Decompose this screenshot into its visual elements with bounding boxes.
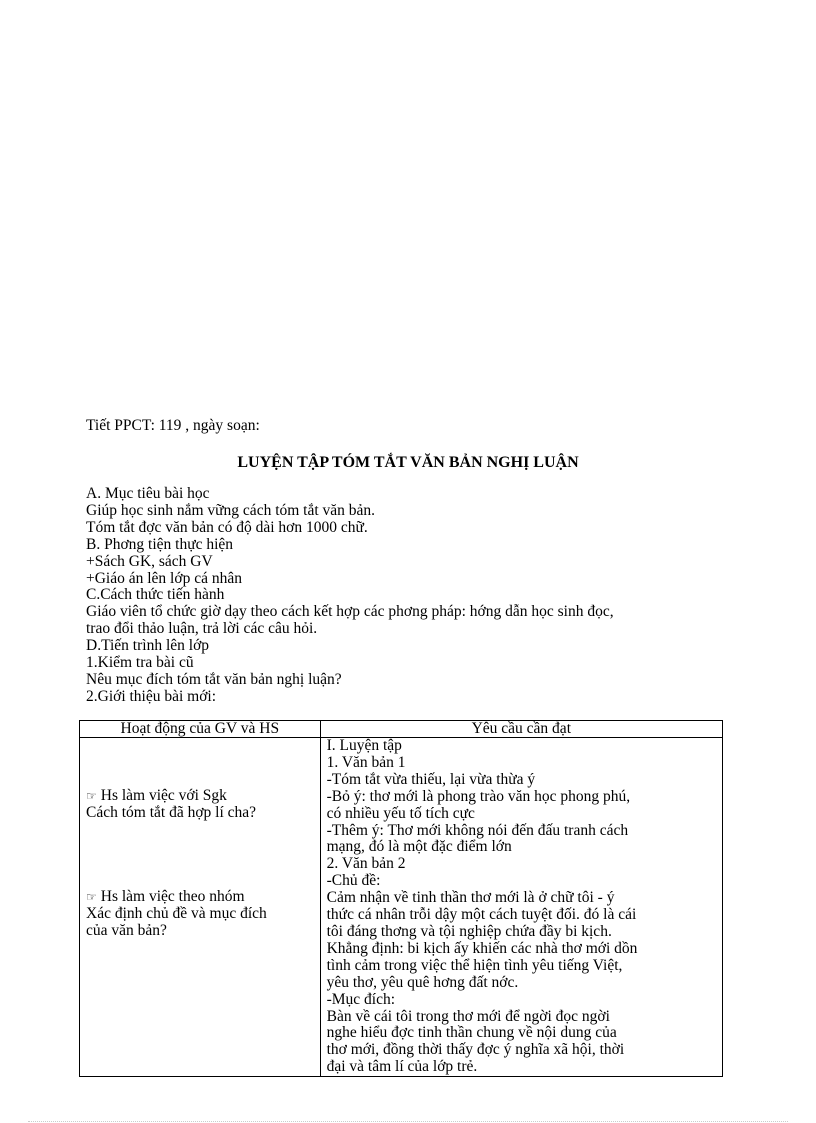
header-activities: Hoạt động của GV và HS — [80, 721, 321, 738]
lesson-intro — [86, 486, 766, 706]
page-footer-divider — [28, 1121, 788, 1122]
intro-line: trao đổi thảo luận, trả lời các câu hỏi. — [86, 620, 318, 638]
table-row — [80, 738, 723, 1077]
requirement-line: yêu thơ, yêu quê hơng đất nớc. — [326, 973, 519, 991]
requirement-line: đại và tâm lí của lớp trẻ. — [326, 1058, 478, 1076]
table-header-row — [80, 721, 723, 738]
hand-pointing-icon: ☞ — [86, 889, 97, 904]
intro-line: B. Phơng tiện thực hiện — [86, 535, 234, 553]
requirement-line: có nhiều yếu tố tích cực — [326, 804, 475, 822]
requirement-line: Khẳng định: bi kịch ấy khiến các nhà thơ mới dồn — [326, 939, 638, 957]
task-2-line-3: của văn bản? — [86, 921, 167, 939]
intro-line: D.Tiến trình lên lớp — [86, 637, 210, 655]
requirement-line: thức cá nhân trỗi dậy một cách tuyệt đối. đó là cái — [326, 906, 637, 924]
task-2-line-2: Xác định chủ đề và mục đích — [86, 904, 267, 922]
intro-line: Giáo viên tổ chức giờ dạy theo cách kết hợp các phơng pháp: hớng dẫn học sinh đọc, — [86, 603, 614, 621]
task-1-line-1: ☞ Hs làm việc với Sgk — [86, 787, 227, 804]
requirement-line: mạng, đó là một đặc điểm lớn — [326, 838, 512, 856]
header-requirements: Yêu cầu cần đạt — [320, 721, 722, 738]
lesson-header: Tiết PPCT: 119 , ngày soạn: — [86, 417, 260, 434]
requirement-line: Bàn về cái tôi trong thơ mới để ngời đọc ngời — [326, 1007, 610, 1025]
requirement-line: tình cảm trong việc thể hiện tình yêu tiếng Việt, — [326, 956, 623, 974]
intro-line: A. Mục tiêu bài học — [86, 485, 210, 502]
requirement-line: -Chủ đề: — [326, 872, 381, 890]
requirement-line: -Mục đích: — [326, 990, 396, 1008]
requirement-line: nghe hiểu đợc tinh thần chung về nội dung của — [326, 1024, 617, 1042]
requirement-line: -Tóm tắt vừa thiếu, lại vừa thừa ý — [326, 770, 536, 788]
requirement-line: thơ mới, đồng thời thấy đợc ý nghĩa xã hội, thời — [326, 1041, 625, 1059]
page-title: LUYỆN TẬP TÓM TẮT VĂN BẢN NGHỊ LUẬN — [237, 454, 579, 471]
intro-line: +Giáo án lên lớp cá nhân — [86, 569, 242, 587]
requirements-cell — [320, 738, 722, 1077]
intro-line: +Sách GK, sách GV — [86, 552, 213, 570]
intro-line: Giúp học sinh nắm vững cách tóm tắt văn bản. — [86, 501, 376, 519]
task-1-line-2: Cách tóm tắt đã hợp lí cha? — [86, 803, 257, 821]
requirement-line: I. Luyện tập — [326, 737, 402, 754]
task-2-line-1: ☞ Hs làm việc theo nhóm — [86, 887, 245, 905]
intro-line: C.Cách thức tiến hành — [86, 586, 225, 604]
requirement-line: -Bỏ ý: thơ mới là phong trào văn học phong phú, — [326, 787, 631, 805]
intro-line: Nêu mục đích tóm tắt văn bản nghị luận? — [86, 670, 342, 688]
activities-cell — [80, 738, 321, 1077]
hand-pointing-icon: ☞ — [86, 789, 97, 803]
intro-line: Tóm tắt đợc văn bản có độ dài hơn 1000 chữ. — [86, 518, 368, 536]
requirement-line: 2. Văn bản 2 — [326, 855, 406, 873]
lesson-table — [79, 720, 723, 1077]
intro-line: 1.Kiểm tra bài cũ — [86, 654, 194, 672]
requirement-line: Cảm nhận về tinh thần thơ mới là ở chữ tôi - ý — [326, 889, 615, 907]
requirement-line: -Thêm ý: Thơ mới không nói đến đấu tranh cách — [326, 821, 629, 839]
intro-line: 2.Giới thiệu bài mới: — [86, 687, 217, 705]
requirement-line: tôi đáng thơng và tội nghiệp chứa đầy bi kịch. — [326, 922, 612, 940]
requirement-line: 1. Văn bản 1 — [326, 753, 406, 771]
